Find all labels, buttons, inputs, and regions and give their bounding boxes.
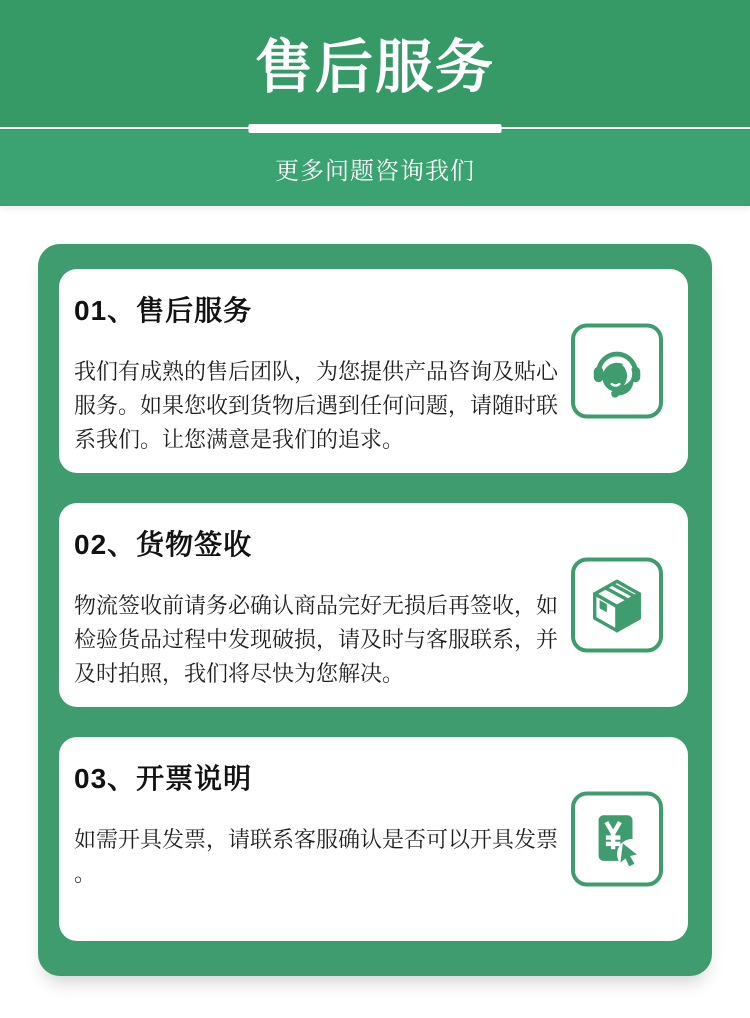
page-subtitle: 更多问题咨询我们 (275, 157, 475, 185)
invoice-yuan-icon (571, 792, 663, 887)
card-body: 如需开具发票，请联系客服确认是否可以开具发票。 (74, 827, 559, 886)
service-panel (38, 244, 712, 976)
card-title: 01、售后服务 (74, 295, 253, 326)
hero-subtitle-area (0, 130, 750, 206)
headset-agent-icon (571, 324, 663, 419)
card-invoice-info (59, 737, 688, 941)
package-box-icon (571, 558, 663, 653)
hero-title-area (0, 0, 750, 130)
card-title: 02、货物签收 (74, 529, 253, 560)
divider-accent-bar (249, 124, 502, 133)
hero-header (0, 0, 750, 206)
card-body: 我们有成熟的售后团队，为您提供产品咨询及贴心服务。如果您收到货物后遇到任何问题，请随时联系我们。让您满意是我们的追求。 (74, 359, 559, 452)
card-goods-receipt (59, 503, 688, 707)
card-body: 物流签收前请务必确认商品完好无损后再签收，如检验货品过程中发现破损，请及时与客服联系，并及时拍照，我们将尽快为您解决。 (74, 593, 559, 686)
card-after-sales-service (59, 269, 688, 473)
page-title: 售后服务 (254, 35, 495, 100)
card-title: 03、开票说明 (74, 763, 253, 794)
